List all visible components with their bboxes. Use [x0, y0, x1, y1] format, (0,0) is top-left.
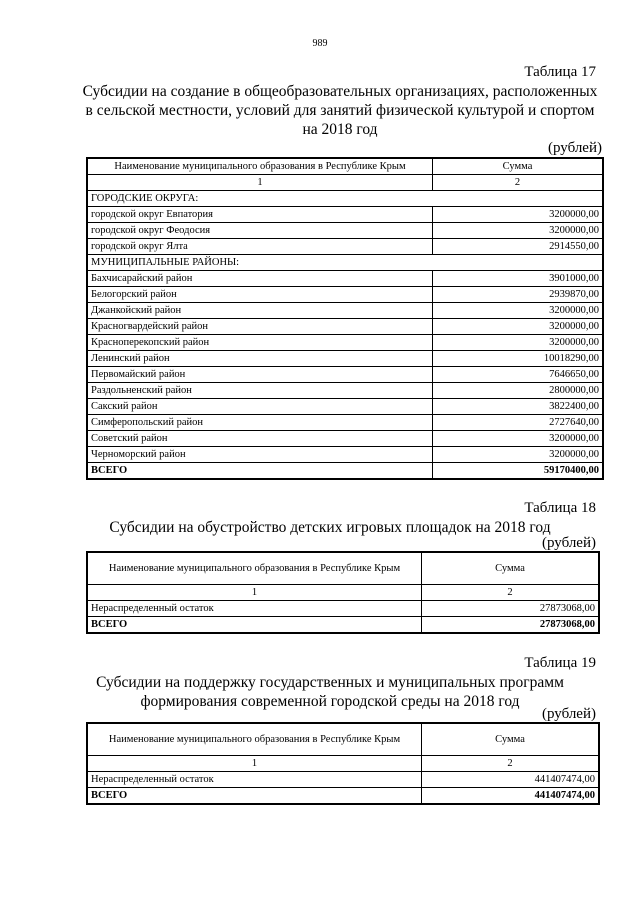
total-label: ВСЕГО	[87, 788, 422, 805]
row-name: Бахчисарайский район	[87, 271, 433, 287]
table-18-colnum-row	[87, 585, 599, 601]
table-17-unit: (рублей)	[547, 140, 602, 156]
column-header-sum: Сумма	[433, 158, 604, 175]
table-row	[87, 207, 603, 223]
row-sum: 3200000,00	[433, 207, 604, 223]
column-number-1: 1	[87, 175, 433, 191]
row-name: Нераспределенный остаток	[87, 772, 422, 788]
row-name: городской округ Ялта	[87, 239, 433, 255]
table-row	[87, 239, 603, 255]
table-19-title-line2: формирования современной городской среды на 2018 год	[140, 693, 520, 710]
section-row	[87, 255, 603, 271]
row-sum: 2914550,00	[433, 239, 604, 255]
table-18	[86, 551, 600, 634]
column-number-2: 2	[422, 756, 600, 772]
column-number-2: 2	[422, 585, 600, 601]
section-title: ГОРОДСКИЕ ОКРУГА:	[87, 191, 603, 207]
row-name: Раздольненский район	[87, 383, 433, 399]
total-label: ВСЕГО	[87, 463, 433, 480]
row-name: Сакский район	[87, 399, 433, 415]
row-name: городской округ Феодосия	[87, 223, 433, 239]
table-19	[86, 722, 600, 805]
column-header-sum: Сумма	[422, 552, 600, 585]
table-row	[87, 399, 603, 415]
row-sum: 3901000,00	[433, 271, 604, 287]
table-17	[86, 157, 604, 480]
row-sum: 2939870,00	[433, 287, 604, 303]
column-number-2: 2	[433, 175, 604, 191]
table-row	[87, 303, 603, 319]
table-row	[87, 335, 603, 351]
column-number-1: 1	[87, 585, 422, 601]
table-19-colnum-row	[87, 756, 599, 772]
row-sum: 7646650,00	[433, 367, 604, 383]
total-row	[87, 788, 599, 805]
row-name: Черноморский район	[87, 447, 433, 463]
row-name: Красноперекопский район	[87, 335, 433, 351]
row-name: городской округ Евпатория	[87, 207, 433, 223]
row-sum: 3200000,00	[433, 335, 604, 351]
page-number: 989	[312, 38, 328, 49]
table-row	[87, 447, 603, 463]
table-18-label: Таблица 18	[524, 500, 596, 516]
row-name: Нераспределенный остаток	[87, 601, 422, 617]
table-row	[87, 772, 599, 788]
table-17-title-line3: на 2018 год	[302, 121, 378, 138]
table-row	[87, 601, 599, 617]
table-18-unit: (рублей)	[541, 535, 596, 551]
table-row	[87, 287, 603, 303]
column-header-name: Наименование муниципального образования в Республике Крым	[87, 552, 422, 585]
table-17-title-line2: в сельской местности, условий для занятий физической культурой и спортом	[85, 102, 595, 119]
row-name: Ленинский район	[87, 351, 433, 367]
row-sum: 10018290,00	[433, 351, 604, 367]
table-18-title-line1: Субсидии на обустройство детских игровых площадок на 2018 год	[109, 519, 551, 536]
table-18-title	[50, 518, 610, 537]
table-17-title	[60, 82, 620, 139]
row-sum: 27873068,00	[422, 601, 600, 617]
column-header-sum: Сумма	[422, 723, 600, 756]
total-sum: 59170400,00	[433, 463, 604, 480]
total-sum: 441407474,00	[422, 788, 600, 805]
row-sum: 3200000,00	[433, 447, 604, 463]
total-sum: 27873068,00	[422, 617, 600, 634]
row-name: Симферопольский район	[87, 415, 433, 431]
total-row	[87, 463, 603, 480]
row-sum: 3200000,00	[433, 431, 604, 447]
total-row	[87, 617, 599, 634]
row-sum: 2800000,00	[433, 383, 604, 399]
row-sum: 3200000,00	[433, 223, 604, 239]
table-19-label: Таблица 19	[524, 655, 596, 671]
table-row	[87, 415, 603, 431]
table-17-header-row	[87, 158, 603, 175]
row-name: Первомайский район	[87, 367, 433, 383]
table-row	[87, 367, 603, 383]
column-header-name: Наименование муниципального образования в Республике Крым	[87, 723, 422, 756]
row-sum: 3822400,00	[433, 399, 604, 415]
section-row	[87, 191, 603, 207]
table-row	[87, 431, 603, 447]
row-sum: 3200000,00	[433, 303, 604, 319]
row-name: Джанкойский район	[87, 303, 433, 319]
table-18-header-row	[87, 552, 599, 585]
row-name: Красногвардейский район	[87, 319, 433, 335]
table-17-title-line1: Субсидии на создание в общеобразовательных организациях, расположенных	[82, 83, 598, 100]
table-19-header-row	[87, 723, 599, 756]
row-name: Белогорский район	[87, 287, 433, 303]
row-sum: 3200000,00	[433, 319, 604, 335]
table-row	[87, 223, 603, 239]
table-19-title-line1: Субсидии на поддержку государственных и муниципальных программ	[96, 674, 564, 691]
total-label: ВСЕГО	[87, 617, 422, 634]
row-sum: 2727640,00	[433, 415, 604, 431]
table-row	[87, 319, 603, 335]
column-header-name: Наименование муниципального образования в Республике Крым	[87, 158, 433, 175]
table-row	[87, 383, 603, 399]
table-17-label: Таблица 17	[524, 64, 596, 80]
row-name: Советский район	[87, 431, 433, 447]
table-19-unit: (рублей)	[541, 706, 596, 722]
table-row	[87, 351, 603, 367]
table-row	[87, 271, 603, 287]
table-17-colnum-row	[87, 175, 603, 191]
table-19-title	[50, 673, 610, 711]
row-sum: 441407474,00	[422, 772, 600, 788]
section-title: МУНИЦИПАЛЬНЫЕ РАЙОНЫ:	[87, 255, 603, 271]
column-number-1: 1	[87, 756, 422, 772]
